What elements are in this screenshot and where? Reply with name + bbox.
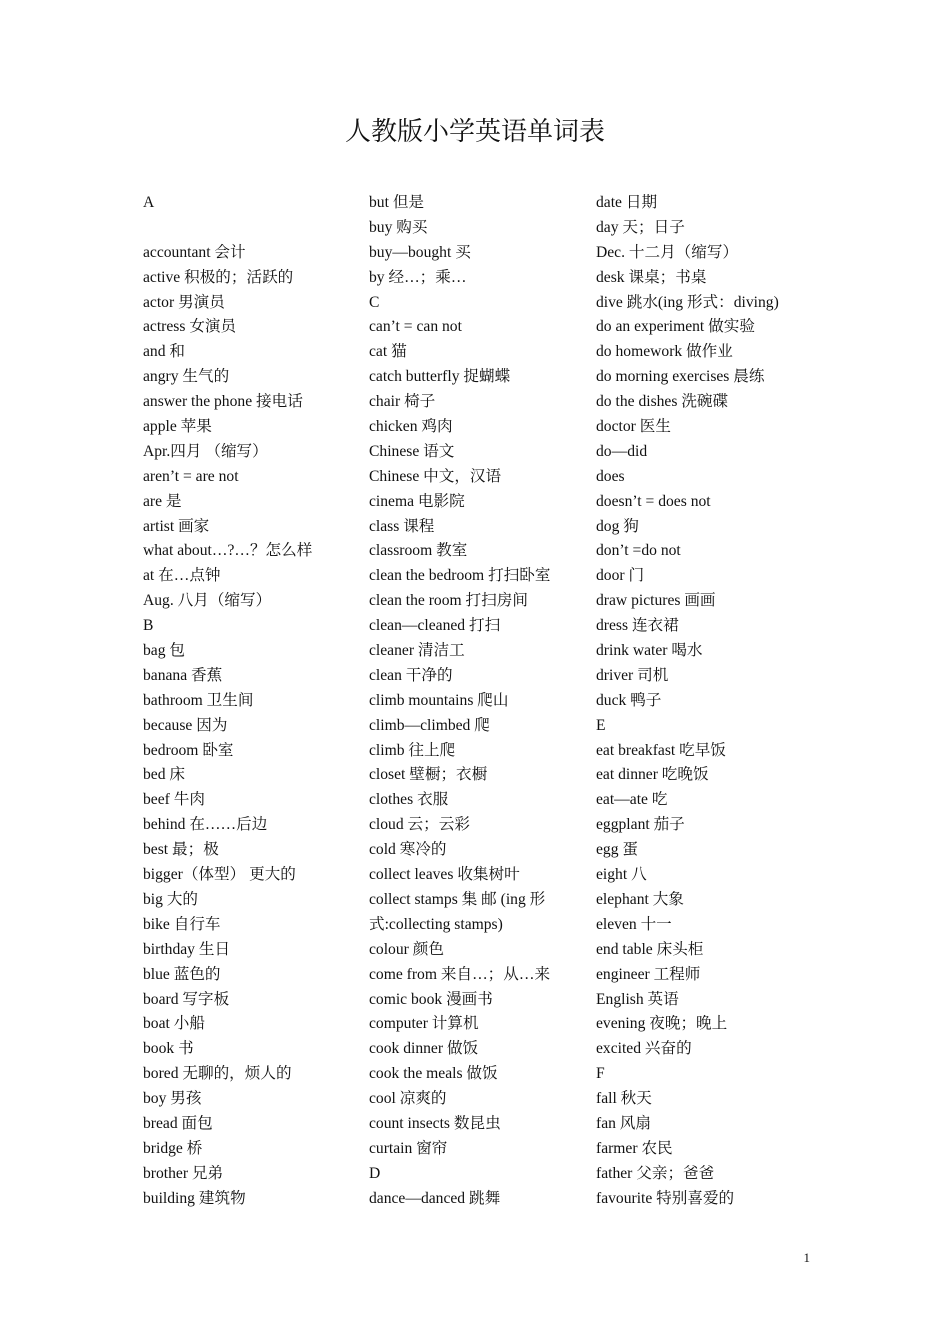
word-entry: clean the bedroom 打扫卧室	[369, 567, 551, 585]
word-entry: accountant 会计	[143, 243, 246, 261]
word-entry: eat dinner 吃晚饭	[596, 766, 709, 784]
word-entry: bored 无聊的，烦人的	[143, 1065, 292, 1083]
word-entry: bike 自行车	[143, 915, 221, 933]
word-entry: cook dinner 做饭	[369, 1040, 479, 1058]
word-entry: Chinese 中文，汉语	[369, 467, 502, 485]
word-entry: clean 干净的	[369, 666, 453, 684]
word-entry: blue 蓝色的	[143, 965, 221, 983]
word-entry: Chinese 语文	[369, 442, 455, 460]
word-entry: actor 男演员	[143, 293, 225, 311]
word-entry: duck 鸭子	[596, 691, 662, 709]
word-entry: collect leaves 收集树叶	[369, 866, 520, 884]
word-entry: favourite 特别喜爱的	[596, 1189, 735, 1207]
word-entry: birthday 生日	[143, 940, 231, 958]
blank-line	[143, 216, 358, 241]
word-column-2	[369, 191, 584, 1212]
word-entry: evening 夜晚；晚上	[596, 1015, 728, 1033]
word-entry: can’t = can not	[369, 318, 462, 336]
word-entry: desk 课桌；书桌	[596, 268, 707, 286]
word-entry: classroom 教室	[369, 542, 468, 560]
word-entry: cat 猫	[369, 343, 407, 361]
word-entry: best 最；极	[143, 841, 219, 859]
word-entry: climb mountains 爬山	[369, 691, 509, 709]
word-entry: bedroom 卧室	[143, 741, 234, 759]
word-entry: father 父亲；爸爸	[596, 1164, 715, 1182]
word-entry: don’t =do not	[596, 542, 681, 560]
word-entry: clean—cleaned 打扫	[369, 617, 501, 635]
word-entry: do—did	[596, 442, 648, 460]
word-entry: cool 凉爽的	[369, 1090, 447, 1108]
word-entry: apple 苹果	[143, 418, 212, 436]
word-entry: Apr.四月 （缩写）	[143, 442, 268, 460]
word-entry: computer 计算机	[369, 1015, 479, 1033]
word-entry: day 天；日子	[596, 218, 685, 236]
word-entry: by 经…；乘…	[369, 268, 467, 286]
word-entry: but 但是	[369, 194, 425, 211]
word-entry: catch butterfly 捉蝴蝶	[369, 368, 511, 386]
word-entry: English 英语	[596, 990, 679, 1008]
word-entry: banana 香蕉	[143, 666, 223, 684]
word-entry: eat breakfast 吃早饭	[596, 741, 726, 759]
word-entry: answer the phone 接电话	[143, 393, 303, 411]
word-entry: elephant 大象	[596, 890, 684, 908]
word-entry: chicken 鸡肉	[369, 418, 453, 436]
word-entry: come from 来自…；从…来	[369, 965, 551, 983]
word-entry: climb—climbed 爬	[369, 716, 490, 734]
word-entry: eight 八	[596, 866, 647, 884]
word-entry: climb 往上爬	[369, 741, 456, 759]
word-entry: clothes 衣服	[369, 791, 449, 809]
word-entry: bigger（体型） 更大的	[143, 866, 296, 884]
word-entry: Aug. 八月（缩写）	[143, 592, 272, 610]
section-letter: B	[143, 617, 154, 635]
section-letter: F	[596, 1065, 605, 1083]
word-entry: dog 狗	[596, 517, 639, 535]
word-entry: dive 跳水(ing 形式：diving)	[596, 293, 779, 311]
word-entry: angry 生气的	[143, 368, 230, 386]
word-entry: 式:collecting stamps)	[369, 915, 503, 933]
word-entry: egg 蛋	[596, 841, 639, 859]
section-letter: C	[369, 293, 380, 311]
word-entry: dance—danced 跳舞	[369, 1189, 501, 1207]
word-entry: at 在…点钟	[143, 567, 221, 585]
word-entry: closet 壁橱；衣橱	[369, 766, 488, 784]
word-entry: collect stamps 集 邮 (ing 形	[369, 890, 546, 908]
word-column-3	[596, 191, 811, 1212]
word-entry: chair 椅子	[369, 393, 436, 411]
word-entry: board 写字板	[143, 990, 230, 1008]
word-entry: buy—bought 买	[369, 243, 471, 261]
word-entry: book 书	[143, 1040, 194, 1058]
word-entry: doesn’t = does not	[596, 492, 711, 510]
word-entry: beef 牛肉	[143, 791, 205, 809]
word-entry: do morning exercises 晨练	[596, 368, 765, 386]
word-entry: buy 购买	[369, 218, 428, 236]
word-entry: comic book 漫画书	[369, 990, 493, 1008]
word-entry: colour 颜色	[369, 940, 444, 958]
word-entry: cook the meals 做饭	[369, 1065, 498, 1083]
word-entry: and 和	[143, 343, 186, 361]
word-entry: aren’t = are not	[143, 467, 239, 485]
word-entry: Dec. 十二月（缩写）	[596, 243, 739, 261]
page-number: 1	[803, 1250, 810, 1265]
document-title: 人教版小学英语单词表	[344, 117, 605, 146]
word-entry: door 门	[596, 567, 645, 585]
word-entry: eleven 十一	[596, 915, 672, 933]
word-entry: artist 画家	[143, 517, 210, 535]
section-letter: D	[369, 1164, 381, 1182]
word-entry: active 积极的；活跃的	[143, 268, 294, 286]
word-entry: draw pictures 画画	[596, 592, 716, 610]
word-column-1	[143, 191, 358, 1212]
word-entry: bed 床	[143, 766, 186, 784]
word-entry: actress 女演员	[143, 318, 237, 336]
word-entry: big 大的	[143, 890, 199, 908]
word-entry: bread 面包	[143, 1114, 213, 1132]
word-entry: cold 寒冷的	[369, 841, 447, 859]
word-entry: because 因为	[143, 716, 228, 734]
word-entry: fan 风扇	[596, 1114, 651, 1132]
word-entry: bathroom 卫生间	[143, 691, 254, 709]
word-entry: date 日期	[596, 194, 658, 211]
word-entry: does	[596, 467, 625, 485]
word-entry: count insects 数昆虫	[369, 1114, 501, 1132]
word-entry: doctor 医生	[596, 418, 671, 436]
word-entry: engineer 工程师	[596, 965, 701, 983]
word-entry: do homework 做作业	[596, 343, 733, 361]
word-entry: do the dishes 洗碗碟	[596, 393, 729, 411]
word-entry: cleaner 清洁工	[369, 642, 465, 660]
word-entry: drink water 喝水	[596, 642, 703, 660]
word-entry: cloud 云；云彩	[369, 816, 470, 834]
section-letter: A	[143, 194, 155, 211]
word-entry: bag 包	[143, 642, 186, 660]
word-entry: clean the room 打扫房间	[369, 592, 528, 610]
word-entry: driver 司机	[596, 666, 669, 684]
word-entry: excited 兴奋的	[596, 1040, 692, 1058]
word-entry: brother 兄弟	[143, 1164, 224, 1182]
word-entry: curtain 窗帘	[369, 1139, 448, 1157]
word-entry: behind 在……后边	[143, 816, 268, 834]
word-entry: cinema 电影院	[369, 492, 465, 510]
word-entry: eggplant 茄子	[596, 816, 685, 834]
word-entry: bridge 桥	[143, 1139, 203, 1157]
word-entry: boy 男孩	[143, 1090, 202, 1108]
word-entry: building 建筑物	[143, 1189, 246, 1207]
section-letter: E	[596, 716, 606, 734]
word-entry: farmer 农民	[596, 1139, 673, 1157]
word-entry: eat—ate 吃	[596, 791, 668, 809]
word-entry: do an experiment 做实验	[596, 318, 755, 336]
word-entry: end table 床头柜	[596, 940, 704, 958]
word-entry: class 课程	[369, 517, 435, 535]
word-entry: boat 小船	[143, 1015, 205, 1033]
word-entry: fall 秋天	[596, 1090, 652, 1108]
word-entry: what about…?…？怎么样	[143, 542, 313, 560]
word-entry: dress 连衣裙	[596, 617, 679, 635]
word-entry: are 是	[143, 492, 182, 510]
